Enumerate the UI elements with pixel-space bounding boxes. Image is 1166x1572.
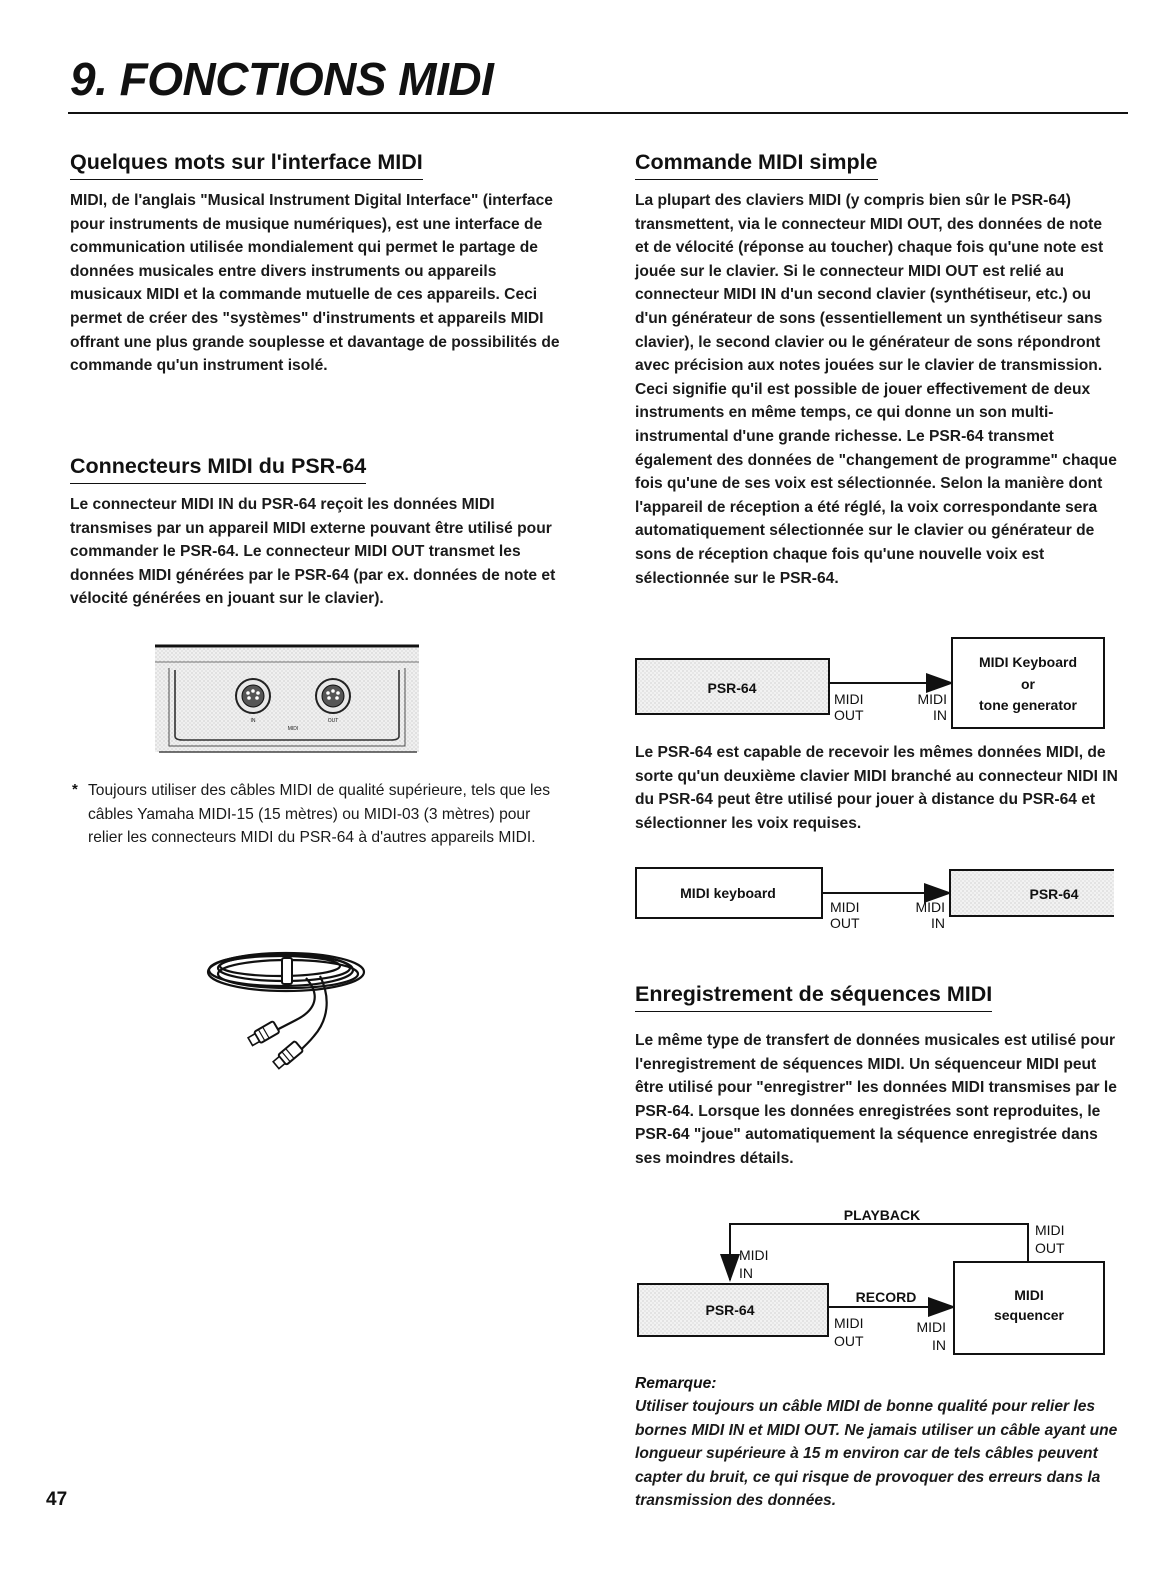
midi-out-label: MIDI — [834, 691, 864, 707]
midi-out-label: MIDI — [830, 899, 860, 915]
psr-in-port-label: IN — [739, 1265, 753, 1281]
keyboard-box-label-line2: or — [1021, 676, 1035, 692]
midi-out-port — [316, 679, 350, 713]
chapter-title: 9. FONCTIONS MIDI — [70, 53, 494, 105]
diagram-psr64-to-keyboard — [634, 634, 1114, 730]
paragraph-simple-control: La plupart des claviers MIDI (y compris bien sûr le PSR-64) transmettent, via le connecteur MIDI OUT, des données de note et de vélocité (réponse au toucher) chaque fois qu'une note est jouée sur le clavier. Si le connecteur MIDI OUT est relié au connecteur MIDI IN d'un second clavier (synthétiseur, etc.) ou d'un générateur de sons (essentiellement un synthétiseur sans clavier), le second clavier ou le générateur de sons répondront avec précision aux notes jouées sur le clavier de transmission. Ceci signifie qu'il est possible de jouer effectivement de deux instruments en même temps, ce qui donne un son multi-instrumental d'une grande richesse. Le PSR-64 transmet également des données de "changement de programme" chaque fois qu'une de ses voix est sélectionnée. Selon la manière dont l'appareil de réception a été réglé, la voix correspondante sera automatiquement sélectionnée sur le clavier ou générateur de sons de réception chaque fois qu'une nouvelle voix est sélectionnée sur le PSR-64. — [635, 192, 1117, 587]
midi-keyboard-box-label: MIDI keyboard — [680, 885, 776, 901]
midi-in-label: MIDI — [915, 899, 945, 915]
sequencer-box-label-line2: sequencer — [993, 1307, 1065, 1323]
bullet-asterisk: * — [72, 781, 78, 798]
bullet-note-cables: Toujours utiliser des câbles MIDI de qualité supérieure, tels que les câbles Yamaha MIDI-15 (15 mètres) ou MIDI-03 (3 mètres) pour relier les connecteurs MIDI du PSR-64 à d'autres appareils MIDI. — [88, 782, 550, 847]
keyboard-box-label-line1: MIDI Keyboard — [978, 654, 1078, 670]
panel-in-label: IN — [250, 718, 256, 724]
psr-out-midi-label: MIDI — [834, 1315, 864, 1331]
sequencer-box-label-line1: MIDI — [1014, 1287, 1044, 1303]
psr64-target-box-label: PSR-64 — [1029, 886, 1079, 902]
seq-in-midi-label: MIDI — [916, 1319, 946, 1335]
panel-midi-label: MIDI — [287, 726, 299, 732]
remark-title: Remarque: — [635, 1375, 717, 1392]
in-port-label: IN — [933, 707, 947, 723]
psr-out-port-label: OUT — [834, 1333, 864, 1349]
psr64-box-label: PSR-64 — [705, 1302, 755, 1318]
record-label: RECORD — [855, 1289, 917, 1305]
seq-out-port-label: OUT — [1035, 1240, 1065, 1256]
panel-out-label: OUT — [327, 718, 339, 724]
seq-out-midi-label: MIDI — [1035, 1222, 1065, 1238]
paragraph-sequence-recording: Le même type de transfert de données musicales est utilisé pour l'enregistrement de séquences MIDI. Un séquenceur MIDI peut être utilisé pour "enregistrer" les données MIDI transmises par le PSR-64. Lorsque les données enregistrées sont reproduites, le PSR-64 "joue" automatiquement la séquence enregistrée dans ses moindres détails. — [635, 1032, 1117, 1167]
in-port-label: IN — [931, 915, 945, 931]
midi-in-label: MIDI — [917, 691, 947, 707]
section-heading-midi-interface: Quelques mots sur l'interface MIDI — [70, 150, 423, 180]
midi-connector-panel-illustration — [155, 640, 421, 756]
diagram-keyboard-to-psr64 — [634, 866, 1114, 936]
section-heading-simple-control: Commande MIDI simple — [635, 150, 878, 180]
section-heading-sequence-recording: Enregistrement de séquences MIDI — [635, 982, 992, 1012]
paragraph-psr64-connectors: Le connecteur MIDI IN du PSR-64 reçoit les données MIDI transmises par un appareil MIDI externe pouvant être utilisé pour commander le PSR-64. Le connecteur MIDI OUT transmet les données MIDI générées par le PSR-64 (par ex. données de note et vélocité générées en jouant sur le clavier). — [70, 496, 556, 608]
chapter-title-rule — [68, 112, 1128, 114]
paragraph-midi-interface: MIDI, de l'anglais "Musical Instrument Digital Interface" (interface pour instruments de musique numériques), est une interface de communication utilisée mondialement qui permet le partage de données musicales entre divers instruments ou appareils musicaux MIDI et la commande mutuelle de ces appareils. Ceci permet de créer des "systèmes" d'instruments et appareils MIDI offrant une plus grande souplesse et davantage de possibilités de commande qu'un instrument isolé. — [70, 192, 560, 375]
keyboard-box-label-line3: tone generator — [978, 697, 1078, 713]
page-number: 47 — [46, 1489, 68, 1510]
psr64-box-label: PSR-64 — [707, 680, 757, 696]
remark-body: Utiliser toujours un câble MIDI de bonne qualité pour relier les bornes MIDI IN et MIDI OUT. Ne jamais utiliser un câble ayant une longueur supérieure à 15 m environ car de tels câbles peuvent capter du bruit, ce qui risque de provoquer des erreurs dans la transmission des données. — [635, 1398, 1118, 1510]
playback-label: PLAYBACK — [843, 1207, 921, 1223]
seq-in-port-label: IN — [932, 1337, 946, 1353]
paragraph-receive-midi: Le PSR-64 est capable de recevoir les mêmes données MIDI, de sorte qu'un deuxième clavier MIDI branché au connecteur NIDI IN du PSR-64 peut être utilisé pour jouer à distance du PSR-64 et sélectionner les voix requises. — [635, 744, 1118, 832]
diagram-sequencer-loop — [634, 1204, 1114, 1360]
midi-cable-illustration — [196, 940, 396, 1075]
out-port-label: OUT — [830, 915, 860, 931]
section-heading-psr64-connectors: Connecteurs MIDI du PSR-64 — [70, 454, 366, 484]
remark-block — [635, 1375, 1120, 1513]
midi-in-port — [236, 679, 270, 713]
psr-in-midi-label: MIDI — [739, 1247, 769, 1263]
out-port-label: OUT — [834, 707, 864, 723]
